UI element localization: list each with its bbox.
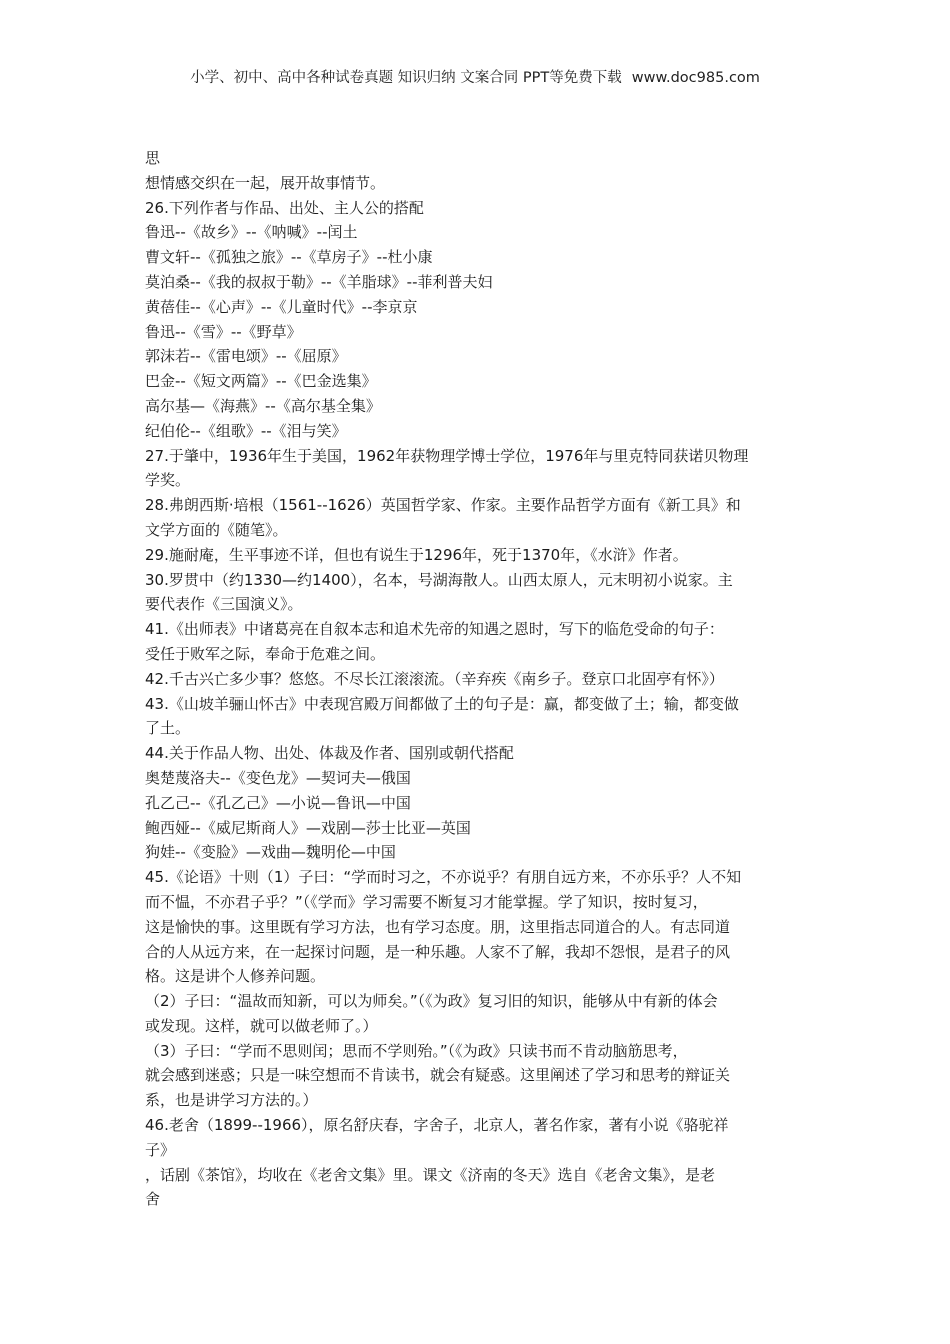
text-line: 或发现。这样，就可以做老师了。）	[145, 1016, 378, 1035]
text-line: 黄蓓佳--《心声》--《儿童时代》--李京京	[145, 297, 418, 316]
text-line: 26.下列作者与作品、出处、主人公的搭配	[145, 198, 424, 217]
text-line: 41.《出师表》中诸葛亮在自叙本志和追术先帝的知遇之恩时，写下的临危受命的句子：	[145, 620, 724, 639]
text-line: 而不愠，不亦君子乎？”（《学而》学习需要不断复习才能掌握。学了知识，按时复习，	[145, 892, 708, 911]
text-line: 狗娃--《变脸》—戏曲—魏明伦—中国	[145, 843, 396, 862]
text-line: 要代表作《三国演义》。	[145, 595, 303, 614]
text-line: 纪伯伦--《组歌》--《泪与笑》	[145, 421, 347, 440]
text-line: 29.施耐庵，生平事迹不详，但也有说生于1296年，死于1370年，《水浒》作者。	[145, 545, 688, 564]
text-line: 合的人从远方来，在一起探讨问题，是一种乐趣。人家不了解，我却不怨恨，是君子的风	[145, 942, 731, 961]
text-line: 就会感到迷惑；只是一味空想而不肯读书，就会有疑惑。这里阐述了学习和思考的辩证关	[145, 1066, 731, 1085]
text-line: 巴金--《短文两篇》--《巴金选集》	[145, 372, 377, 391]
document-body	[145, 146, 810, 1212]
text-line: 鲁迅--《雪》--《野草》	[145, 322, 302, 341]
text-line: 莫泊桑--《我的叔叔于勒》--《羊脂球》--菲利普夫妇	[145, 272, 493, 291]
text-line: 30.罗贯中（约1330—约1400），名本，号湖海散人。山西太原人，元末明初小说家。主	[145, 570, 733, 589]
text-line: 鲁迅--《故乡》--《呐喊》--闰土	[145, 223, 358, 242]
text-line: 高尔基—《海燕》--《高尔基全集》	[145, 396, 381, 415]
header-text: 小学、初中、高中各种试卷真题 知识归纳 文案合同 PPT等免费下载	[190, 70, 622, 86]
text-line: （3）子曰：“学而不思则闰；思而不学则殆。”（《为政》只读书而不肯动脑筋思考，	[145, 1041, 688, 1060]
text-line: 28.弗朗西斯·培根（1561--1626）英国哲学家、作家。主要作品哲学方面有《新工具》和	[145, 496, 741, 515]
text-line: 了土。	[145, 719, 191, 738]
text-line: 这是愉快的事。这里既有学习方法，也有学习态度。朋，这里指志同道合的人。有志同道	[145, 917, 731, 936]
text-line: 思	[145, 149, 161, 167]
page-header	[0, 66, 950, 87]
text-line: 42.千古兴亡多少事？悠悠。不尽长江滚滚流。（辛弃疾《南乡子。登京口北固亭有怀》）	[145, 669, 724, 688]
text-line: 舍	[145, 1190, 161, 1209]
text-line: 奥楚蔑洛夫--《变色龙》—契诃夫—俄国	[145, 768, 411, 787]
text-line: 文学方面的《随笔》。	[145, 520, 288, 539]
text-line: 子》	[145, 1140, 176, 1159]
text-line: 曹文轩--《孤独之旅》--《草房子》--杜小康	[145, 248, 433, 267]
text-line: （2）子曰：“温故而知新，可以为师矣。”（《为政》复习旧的知识，能够从中有新的体会	[145, 992, 718, 1011]
header-url: www.doc985.com	[631, 70, 760, 86]
text-line: 45.《论语》十则（1）子曰：“学而时习之，不亦说乎？有朋自远方来，不亦乐乎？人不知	[145, 868, 742, 887]
text-line: 孔乙己--《孔乙己》—小说—鲁讯—中国	[145, 793, 411, 812]
text-line: 学奖。	[145, 471, 191, 490]
text-line: 27.于肇中，1936年生于美国，1962年获物理学博士学位，1976年与里克特同获诺贝物理	[145, 446, 749, 465]
text-line: ，话剧《茶馆》，均收在《老舍文集》里。课文《济南的冬天》选自《老舍文集》，是老	[145, 1165, 716, 1184]
text-line: 格。这是讲个人修养问题。	[145, 967, 326, 986]
text-line: 郭沫若--《雷电颂》--《屈原》	[145, 347, 347, 366]
text-line: 46.老舍（1899--1966），原名舒庆春，字舍子，北京人，著名作家，著有小说《骆驼祥	[145, 1116, 729, 1135]
text-line: 系，也是讲学习方法的。）	[145, 1091, 318, 1110]
text-line: 受任于败军之际，奉命于危难之间。	[145, 644, 386, 663]
text-line: 想情感交织在一起，展开故事情节。	[145, 173, 386, 192]
text-line: 43.《山坡羊骊山怀古》中表现宫殿万间都做了土的句子是：赢，都变做了土；输，都变做	[145, 694, 739, 713]
text-line: 44.关于作品人物、出处、体裁及作者、国别或朝代搭配	[145, 744, 514, 763]
text-line: 鲍西娅--《威尼斯商人》—戏剧—莎士比亚—英国	[145, 818, 471, 837]
